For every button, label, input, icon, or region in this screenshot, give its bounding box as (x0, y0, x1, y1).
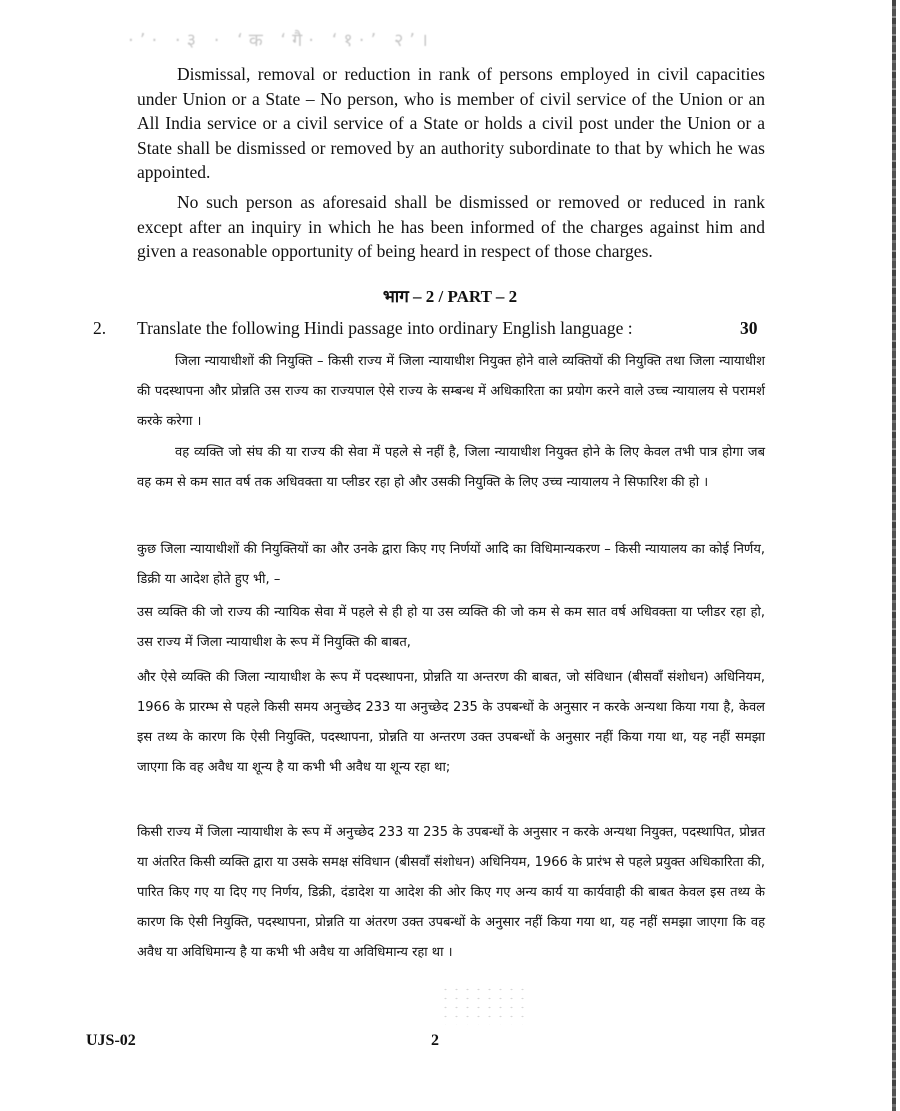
faded-header-smudge: ·’· ·३ · ‘क ‘गै· ‘१·’ २’। (128, 30, 434, 51)
part1-paragraph-dismissal: Dismissal, removal or reduction in rank of persons employed in civil capacities under Union or a State – No person, who is member of civil service of the Union or an All India service or a civil service of a State or holds a civil post under the Union or a State shall be dismissed or removed by an authority subordinate to that by which he was appointed. (137, 64, 765, 182)
part-2-heading: भाग – 2 / PART – 2 (382, 287, 518, 306)
part1-paragraph-inquiry: No such person as aforesaid shall be dismissed or removed or reduced in rank except after an inquiry in which he has been informed of the charges against him and given a reasonable opportunity of being heard in respect of those charges. (137, 192, 765, 261)
hindi-paragraph: किसी राज्य में जिला न्यायाधीश के रूप में अनुच्छेद 233 या 235 के उपबन्धों के अनुसार न करके अन्यथा नियुक्त, पदस्थापित, प्रोन्नत या अंतरित किसी व्यक्ति द्वारा या उसके समक्ष संविधान (बीसवाँ संशोधन) अधिनियम, 1966 के प्रारंभ से पहले प्रयुक्त अधिकारिता की, पारित किए गए या दिए गए निर्णय, डिक्री, दंडादेश या आदेश की ओर किए गए अन्य कार्य या कार्यवाही की बाबत केवल इस तथ्य के कारण कि ऐसी नियुक्ति, पदस्थापना, प्रोन्नति या अंतरण उक्त उपबन्धों के अनुसार नहीं किया गया था, यह नहीं समझा जाएगा कि वह अवैध या अविधिमान्य है या कभी भी अवैध या अविधिमान्य रहा था । (137, 825, 765, 960)
page-number: 2 (431, 1032, 439, 1049)
question-marks: 30 (740, 318, 758, 338)
hindi-paragraph: जिला न्यायाधीशों की नियुक्ति – किसी राज्य में जिला न्यायाधीश नियुक्त होने वाले व्यक्तियों की नियुक्ति तथा जिला न्यायाधीश की पदस्थापना और प्रोन्नति उस राज्य का राज्यपाल ऐसे राज्य के सम्बन्ध में अधिकारिता का प्रयोग करने वाले उच्च न्यायालय से परामर्श करके करेगा । (137, 354, 765, 429)
question-text: Translate the following Hindi passage into ordinary English language : (137, 318, 633, 338)
hindi-paragraph: वह व्यक्ति जो संघ की या राज्य की सेवा में पहले से नहीं है, जिला न्यायाधीश नियुक्त होने के लिए केवल तभी पात्र होगा जब वह कम से कम सात वर्ष तक अधिवक्ता या प्लीडर रहा हो और उसकी नियुक्ति के लिए उच्च न्यायालय ने सिफारिश की हो । (137, 445, 765, 490)
hindi-paragraph: कुछ जिला न्यायाधीशों की नियुक्तियों का और उनके द्वारा किए गए निर्णयों आदि का विधिमान्यकरण – किसी न्यायालय का कोई निर्णय, डिक्री या आदेश होते हुए भी, – (137, 542, 765, 587)
hindi-paragraph: और ऐसे व्यक्ति की जिला न्यायाधीश के रूप में पदस्थापना, प्रोन्नति या अन्तरण की बाबत, जो संविधान (बीसवाँ संशोधन) अधिनियम, 1966 के प्रारम्भ से पहले किसी समय अनुच्छेद 233 या अनुच्छेद 235 के उपबन्धों के अनुसार न करके अन्यथा किया गया है, केवल इस तथ्य के कारण कि ऐसी नियुक्ति, पदस्थापना, प्रोन्नति या अन्तरण उक्त उपबन्धों के अनुसार नहीं किया गया था, यह नहीं समझा जाएगा कि वह अवैध या शून्य है या कभी भी अवैध या शून्य रहा था; (137, 670, 765, 775)
question-number: 2. (93, 318, 107, 338)
hindi-paragraph: उस व्यक्ति की जो राज्य की न्यायिक सेवा में पहले से ही हो या उस व्यक्ति की जो कम से कम सात वर्ष अधिवक्ता या प्लीडर रहा हो, उस राज्य में जिला न्यायाधीश के रूप में नियुक्ति की बाबत, (137, 605, 765, 650)
scan-edge-border (892, 0, 896, 1111)
scan-noise (440, 985, 530, 1025)
paper-code: UJS-02 (86, 1032, 136, 1049)
